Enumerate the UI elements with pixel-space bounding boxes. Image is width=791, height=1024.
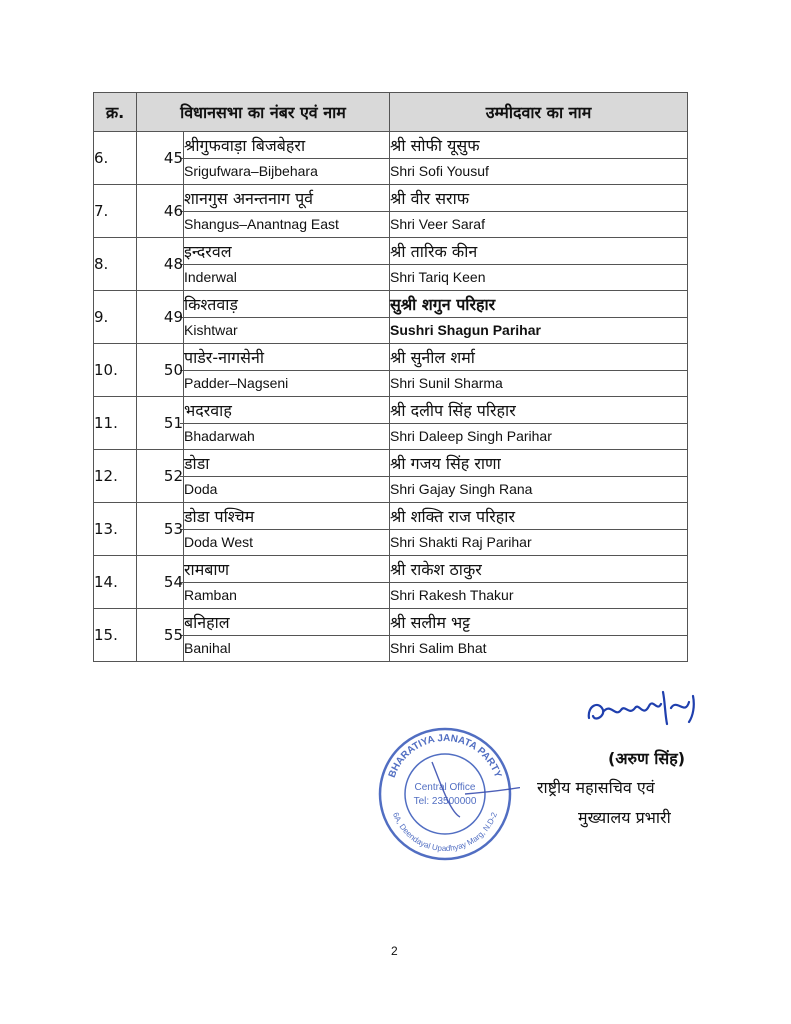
candidate-cell	[390, 185, 688, 238]
serial-cell: 6.	[94, 132, 137, 185]
table-row	[94, 291, 688, 344]
constituency-name-hindi: डोडा	[184, 453, 210, 473]
constituency-name-english: Bhadarwah	[180, 423, 389, 448]
candidate-name-english: Shri Salim Bhat	[385, 635, 687, 660]
constituency-number: 53	[137, 503, 184, 556]
constituency-cell	[184, 185, 390, 238]
candidate-name-hindi: श्री सुनील शर्मा	[390, 347, 475, 367]
serial-cell: 8.	[94, 238, 137, 291]
table-row	[94, 450, 688, 503]
candidate-name-hindi: श्री सलीम भट्ट	[390, 612, 471, 632]
constituency-name-hindi: बनिहाल	[184, 612, 230, 632]
candidate-cell	[390, 609, 688, 662]
serial-cell: 15.	[94, 609, 137, 662]
constituency-name-english: Srigufwara–Bijbehara	[180, 158, 389, 183]
candidate-name-english: Shri Shakti Raj Parihar	[385, 529, 687, 554]
constituency-cell	[184, 450, 390, 503]
table-row	[94, 503, 688, 556]
candidate-name-hindi: श्री शक्ति राज परिहार	[390, 506, 515, 526]
candidate-name-english: Shri Gajay Singh Rana	[385, 476, 687, 501]
serial-cell: 10.	[94, 344, 137, 397]
candidate-name-hindi: श्री वीर सराफ	[390, 188, 470, 208]
serial-cell: 12.	[94, 450, 137, 503]
candidate-cell	[390, 344, 688, 397]
table-row	[94, 344, 688, 397]
candidate-name-hindi: श्री गजय सिंह राणा	[390, 453, 501, 473]
table-row	[94, 397, 688, 450]
header-candidate: उम्मीदवार का नाम	[390, 93, 688, 132]
constituency-name-hindi: इन्दरवल	[184, 241, 232, 261]
signer-title-line2: मुख्यालय प्रभारी	[578, 808, 671, 827]
candidate-name-english: Sushri Shagun Parihar	[385, 317, 687, 342]
candidate-cell	[390, 132, 688, 185]
table-row	[94, 132, 688, 185]
table-row	[94, 185, 688, 238]
candidate-name-english: Shri Tariq Keen	[385, 264, 687, 289]
candidate-name-english: Shri Veer Saraf	[385, 211, 687, 236]
constituency-number: 52	[137, 450, 184, 503]
serial-cell: 13.	[94, 503, 137, 556]
svg-text:BHARATIYA JANATA PARTY	[387, 733, 504, 780]
constituency-cell	[184, 556, 390, 609]
seal-address-text: 6A, Deendayal Upadhyay Marg, N.D-2	[390, 811, 500, 854]
signer-name: (अरुण सिंह)	[608, 749, 686, 768]
candidate-name-hindi: सुश्री शगुन परिहार	[390, 294, 496, 314]
table-header-row	[94, 93, 688, 132]
seal-office-text: Central Office	[414, 782, 476, 793]
constituency-name-english: Inderwal	[180, 264, 389, 289]
constituency-name-english: Shangus–Anantnag East	[180, 211, 389, 236]
constituency-cell	[184, 503, 390, 556]
candidate-name-hindi: श्री राकेश ठाकुर	[390, 559, 482, 579]
constituency-number: 46	[137, 185, 184, 238]
candidate-cell	[390, 397, 688, 450]
header-serial: क्र.	[94, 93, 137, 132]
constituency-cell	[184, 397, 390, 450]
constituency-name-hindi: भदरवाह	[184, 400, 232, 420]
constituency-name-hindi: श्रीगुफवाड़ा बिजबेहरा	[184, 135, 306, 155]
candidate-name-english: Shri Daleep Singh Parihar	[385, 423, 687, 448]
candidate-cell	[390, 450, 688, 503]
constituency-number: 45	[137, 132, 184, 185]
seal-party-text: BHARATIYA JANATA PARTY	[386, 732, 504, 780]
constituency-cell	[184, 291, 390, 344]
signer-title-line1: राष्ट्रीय महासचिव एवं	[537, 778, 655, 797]
constituency-name-english: Ramban	[180, 582, 389, 607]
constituency-cell	[184, 344, 390, 397]
candidate-cell	[390, 291, 688, 344]
constituency-name-hindi: किश्तवाड़	[184, 294, 238, 314]
table-row	[94, 238, 688, 291]
constituency-name-english: Padder–Nagseni	[180, 370, 389, 395]
constituency-name-english: Doda	[180, 476, 389, 501]
serial-cell: 14.	[94, 556, 137, 609]
signature-mark	[585, 688, 705, 733]
constituency-cell	[184, 238, 390, 291]
constituency-number: 49	[137, 291, 184, 344]
constituency-number: 55	[137, 609, 184, 662]
constituency-name-hindi: डोडा पश्चिम	[184, 506, 255, 526]
candidate-cell	[390, 238, 688, 291]
party-seal	[370, 722, 520, 862]
constituency-cell	[184, 132, 390, 185]
constituency-number: 54	[137, 556, 184, 609]
candidate-name-english: Shri Sofi Yousuf	[385, 158, 687, 183]
candidate-name-english: Shri Rakesh Thakur	[385, 582, 687, 607]
constituency-name-hindi: शानगुस अनन्तनाग पूर्व	[184, 188, 314, 208]
constituency-name-english: Banihal	[180, 635, 389, 660]
serial-cell: 7.	[94, 185, 137, 238]
constituency-number: 50	[137, 344, 184, 397]
header-constituency: विधानसभा का नंबर एवं नाम	[137, 93, 390, 132]
serial-cell: 9.	[94, 291, 137, 344]
candidate-name-hindi: श्री दलीप सिंह परिहार	[390, 400, 516, 420]
candidate-cell	[390, 556, 688, 609]
table-row	[94, 556, 688, 609]
page-number: 2	[391, 944, 398, 958]
seal-tel-text: Tel: 23500000	[413, 796, 477, 807]
candidate-table	[93, 92, 688, 662]
candidate-name-hindi: श्री सोफी यूसुफ	[390, 135, 480, 155]
constituency-name-english: Doda West	[180, 529, 389, 554]
candidate-name-hindi: श्री तारिक कीन	[390, 241, 478, 261]
constituency-number: 51	[137, 397, 184, 450]
candidate-cell	[390, 503, 688, 556]
constituency-name-hindi: रामबाण	[184, 559, 230, 579]
constituency-name-english: Kishtwar	[180, 317, 389, 342]
constituency-cell	[184, 609, 390, 662]
serial-cell: 11.	[94, 397, 137, 450]
constituency-number: 48	[137, 238, 184, 291]
table-row	[94, 609, 688, 662]
candidate-name-english: Shri Sunil Sharma	[385, 370, 687, 395]
constituency-name-hindi: पाडेर-नागसेनी	[184, 347, 264, 367]
